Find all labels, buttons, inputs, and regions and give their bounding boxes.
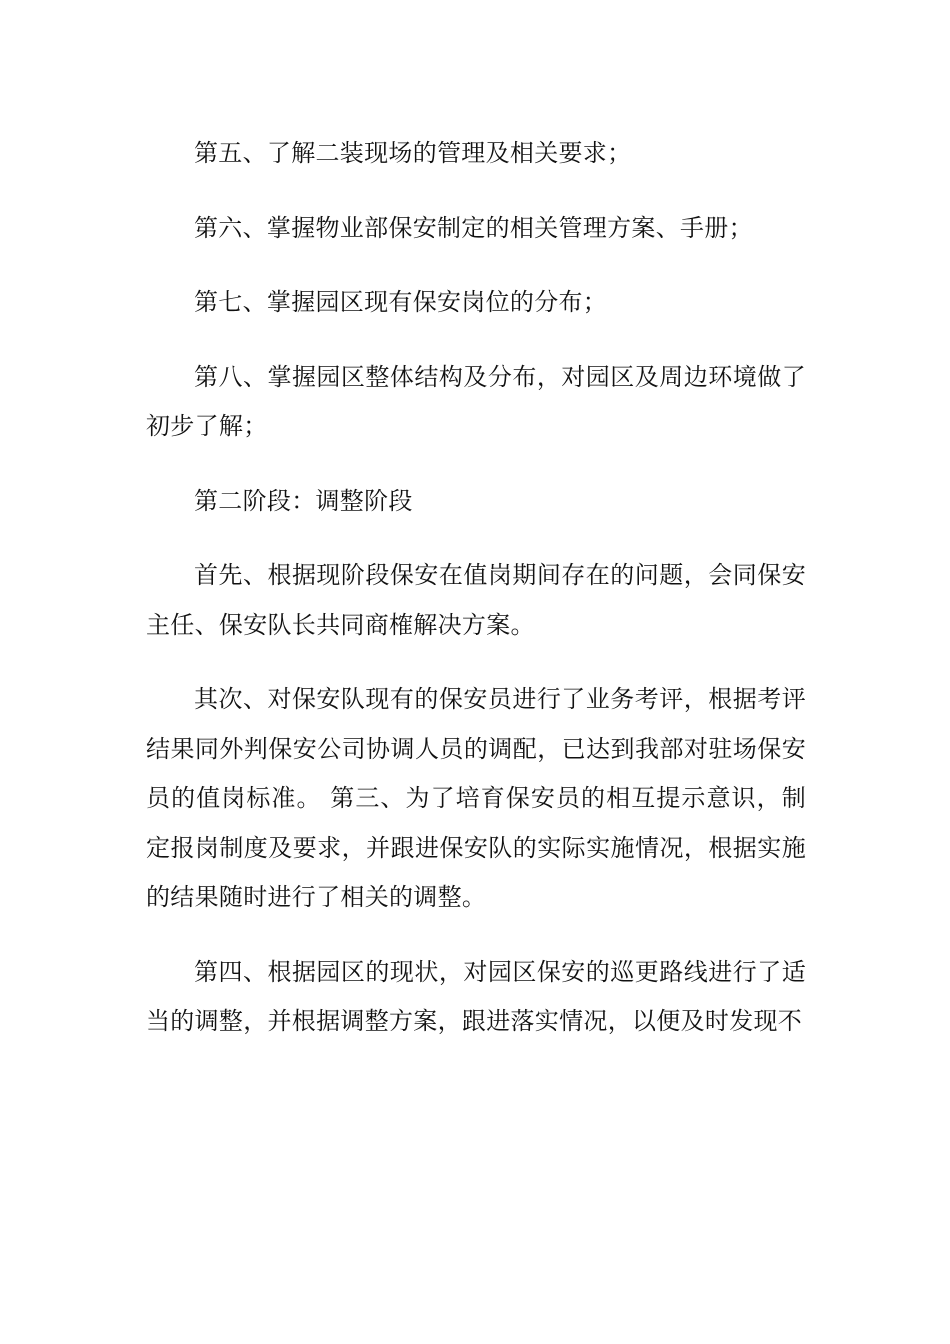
paragraph: 首先、根据现阶段保安在值岗期间存在的问题，会同保安主任、保安队长共同商榷解决方案。	[146, 561, 806, 639]
paragraph: 第四、根据园区的现状，对园区保安的巡更路线进行了适当的调整，并根据调整方案，跟进落实情况，以便及时发现不	[146, 957, 806, 1035]
paragraph: 第八、掌握园区整体结构及分布，对园区及周边环境做了初步了解；	[146, 362, 806, 440]
document-body	[146, 129, 806, 1072]
paragraph: 第五、了解二装现场的管理及相关要求；	[194, 139, 632, 167]
paragraph: 第六、掌握物业部保安制定的相关管理方案、手册；	[194, 213, 753, 242]
paragraph: 第七、掌握园区现有保安岗位的分布；	[194, 288, 608, 316]
paragraph: 其次、对保安队现有的保安员进行了业务考评，根据考评结果同外判保安公司协调人员的调配，已达到我部对驻场保安员的值岗标准。 第三、为了培育保安员的相互提示意识，制定报岗制度及要求，并跟进保安队的实际实施情况，根据实施的结果随时进行了相关的调整。	[146, 685, 806, 911]
section-heading: 第二阶段：调整阶段	[194, 486, 413, 515]
